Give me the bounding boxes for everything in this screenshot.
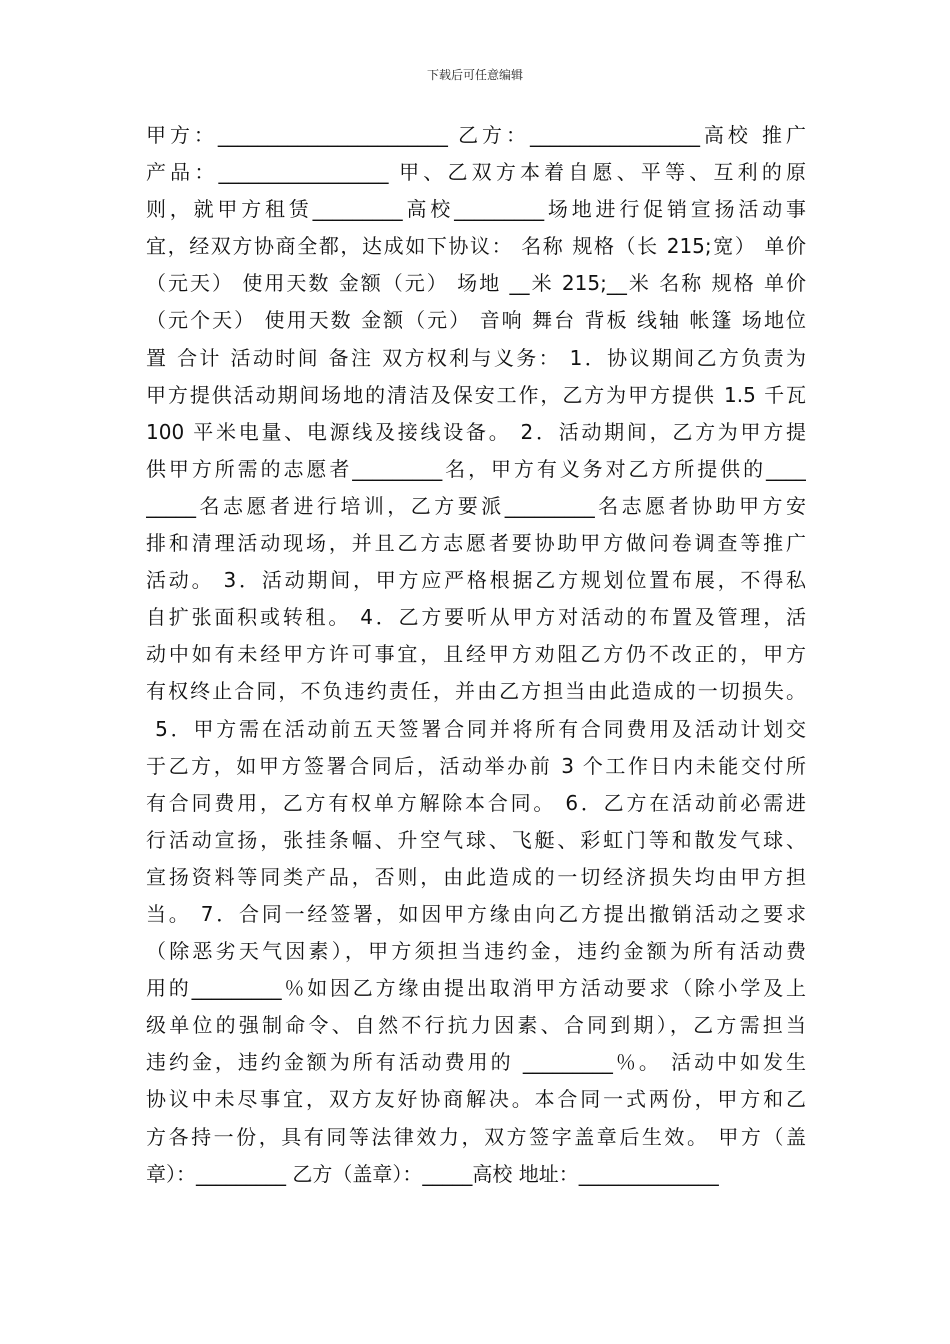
- contract-line: 用的_________％如因乙方缘由提出取消甲方活动要求（除小学及上: [146, 976, 806, 1001]
- contract-line: 协议中未尽事宜，双方友好协商解决。本合同一式两份，甲方和乙: [146, 1087, 806, 1112]
- contract-line: 甲方：_______________________ 乙方：_________________高校 推广: [146, 123, 806, 147]
- contract-line: 100 平米电量、电源线及接线设备。 2．活动期间，乙方为甲方提: [146, 419, 806, 444]
- contract-line: （除恶劣天气因素），甲方须担当违约金，违约金额为所有活动费: [146, 939, 806, 964]
- contract-line: 活动。 3．活动期间，甲方应严格根据乙方规划位置布展，不得私: [146, 568, 806, 593]
- contract-line: 供甲方所需的志愿者_________名，甲方有义务对乙方所提供的____: [146, 456, 806, 481]
- contract-line: 当。 7．合同一经签署，如因甲方缘由向乙方提出撤销活动之要求: [146, 901, 806, 926]
- contract-line: 方各持一份，具有同等法律效力，双方签字盖章后生效。 甲方（盖: [146, 1124, 806, 1149]
- page-header-note: 下载后可任意编辑: [426, 68, 523, 82]
- contract-line: （元天） 使用天数 金额（元） 场地 __米 215;__米 名称 规格 单价: [146, 271, 806, 296]
- contract-line: 违约金，违约金额为所有活动费用的 _________％。 活动中如发生: [146, 1050, 806, 1075]
- contract-body: [146, 117, 806, 1193]
- contract-line: 有合同费用，乙方有权单方解除本合同。 6．乙方在活动前必需进: [146, 790, 806, 815]
- contract-line: 宣扬资料等同类产品，否则，由此造成的一切经济损失均由甲方担: [146, 864, 806, 889]
- contract-line: 甲方提供活动期间场地的清洁及保安工作，乙方为甲方提供 1.5 千瓦: [146, 382, 806, 407]
- contract-line: 章）：_________ 乙方（盖章）：_____高校 地址：______________: [146, 1161, 719, 1186]
- contract-line: 于乙方，如甲方签署合同后，活动举办前 3 个工作日内未能交付所: [146, 753, 806, 778]
- contract-line: 5．甲方需在活动前五天签署合同并将所有合同费用及活动计划交: [146, 716, 806, 741]
- contract-line: 自扩张面积或转租。 4．乙方要听从甲方对活动的布置及管理，活: [146, 605, 806, 630]
- contract-line: 置 合计 活动时间 备注 双方权利与义务： 1．协议期间乙方负责为: [146, 345, 806, 370]
- contract-line: 有权终止合同，不负违约责任，并由乙方担当由此造成的一切损失。: [146, 679, 806, 704]
- contract-line: 产品：_________________ 甲、乙双方本着自愿、平等、互利的原: [146, 160, 806, 185]
- contract-line: 排和清理活动现场，并且乙方志愿者要协助甲方做问卷调查等推广: [146, 531, 806, 556]
- contract-line: 级单位的强制命令、自然不行抗力因素、合同到期），乙方需担当: [146, 1013, 806, 1038]
- contract-line: 动中如有未经甲方许可事宜，且经甲方劝阻乙方仍不改正的，甲方: [146, 642, 806, 667]
- contract-line: 则，就甲方租赁_________高校_________场地进行促销宣扬活动事: [146, 197, 806, 222]
- contract-line: （元个天） 使用天数 金额（元） 音响 舞台 背板 线轴 帐篷 场地位: [146, 308, 806, 333]
- contract-line: 行活动宣扬，张挂条幅、升空气球、飞艇、彩虹门等和散发气球、: [146, 827, 806, 852]
- contract-line: 宜，经双方协商全都，达成如下协议： 名称 规格（长 215;宽） 单价: [146, 234, 806, 259]
- contract-line: _____名志愿者进行培训，乙方要派_________名志愿者协助甲方安: [146, 493, 806, 518]
